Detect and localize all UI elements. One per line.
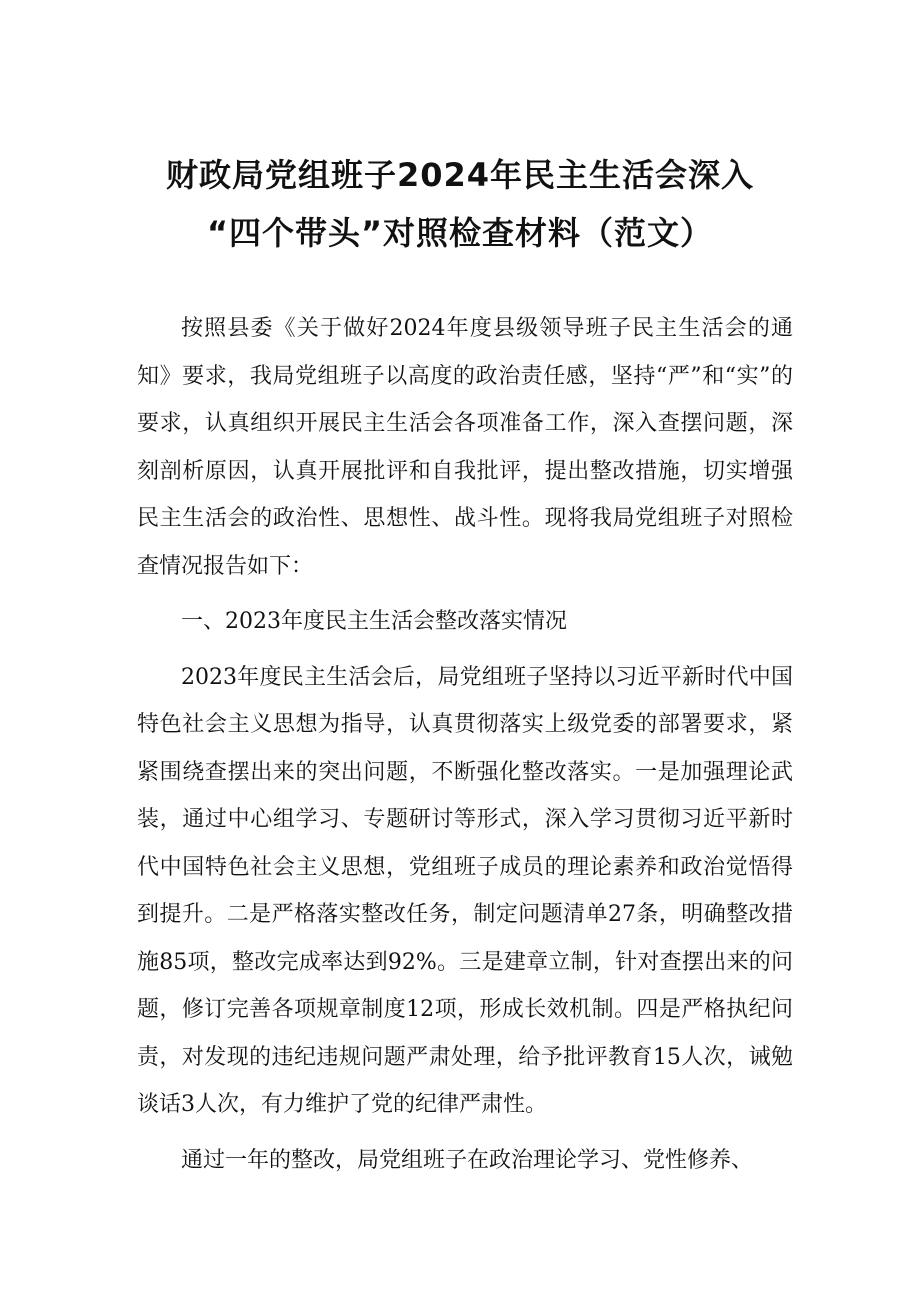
paragraph-gap [137, 646, 793, 654]
intro-paragraph: 按照县委《关于做好2024年度县级领导班子民主生活会的通知》要求，我局党组班子以高度的政治责任感，坚持“严”和“实”的要求，认真组织开展民主生活会各项准备工作，深入查摆问题，深刻剖析原因，认真开展批评和自我批评，提出整改措施，切实增强民主生活会的政治性、思想性、战斗性。现将我局党组班子对照检查情况报告如下： [137, 316, 793, 579]
section-heading-1: 一、2023年度民主生活会整改落实情况 [181, 609, 567, 634]
rectification-paragraph: 2023年度民主生活会后，局党组班子坚持以习近平新时代中国特色社会主义思想为指导，认真贯彻落实上级党委的部署要求，紧紧围绕查摆出来的突出问题，不断强化整改落实。一是加强理论武装，通过中心组学习、专题研讨等形式，深入学习贯彻习近平新时代中国特色社会主义思想，党组班子成员的理论素养和政治觉悟得到提升。二是严格落实整改任务，制定问题清单27条，明确整改措施85项，整改完成率达到92%。三是建章立制，针对查摆出来的问题，修订完善各项规章制度12项，形成长效机制。四是严格执纪问责，对发现的违纪违规问题严肃处理，给予批评教育15人次，诫勉谈话3人次，有力维护了党的纪律严肃性。 [137, 664, 793, 1117]
document-title-line-1: 财政局党组班子2024年民主生活会深入 [165, 156, 755, 194]
paragraph-gap [137, 1129, 793, 1137]
paragraph-gap [137, 590, 793, 598]
document-title-line-2: “四个带头”对照检查材料（范文） [206, 214, 714, 252]
closing-paragraph-partial: 通过一年的整改，局党组班子在政治理论学习、党性修养、 [181, 1147, 754, 1173]
document-body [137, 305, 793, 1184]
